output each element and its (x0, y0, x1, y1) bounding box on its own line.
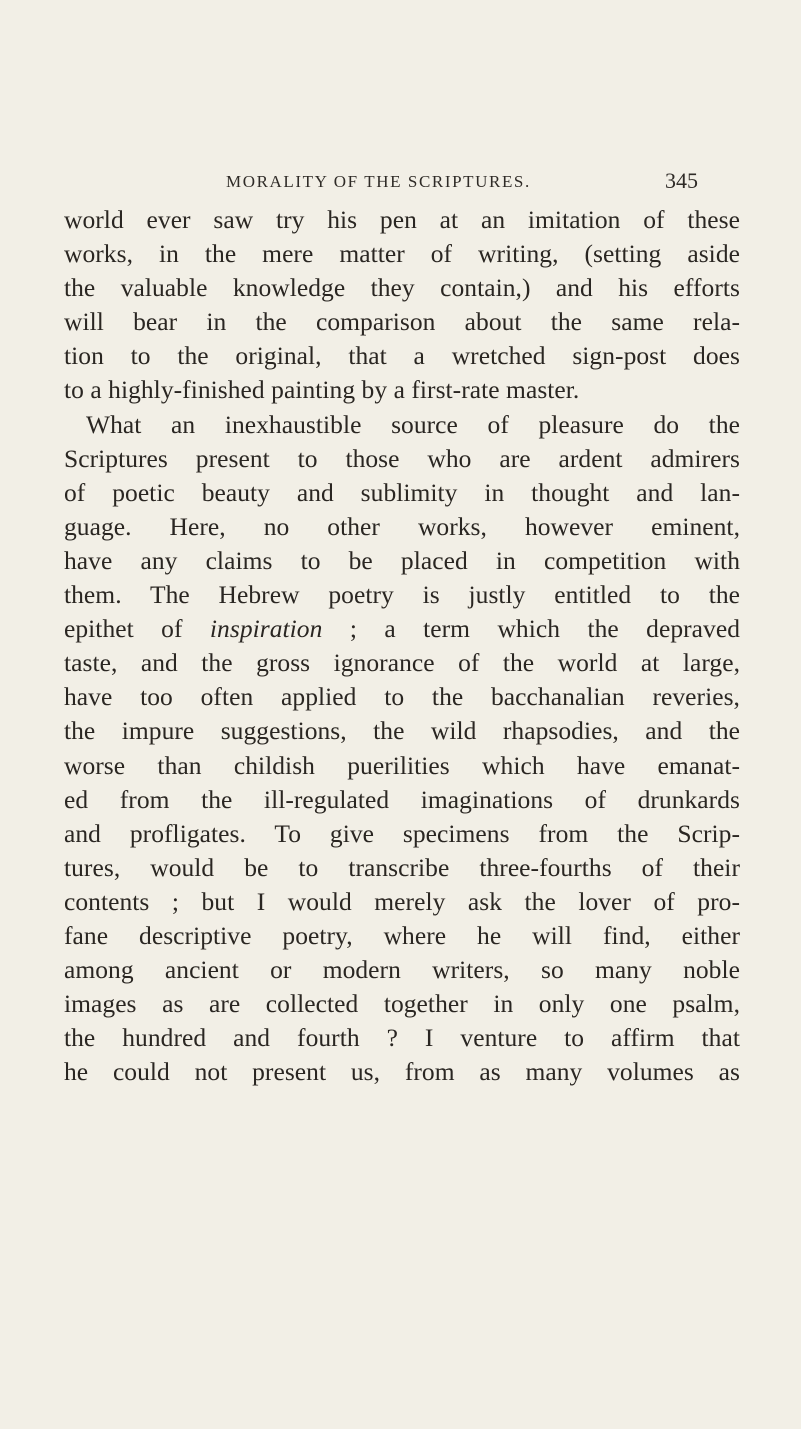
text-segment: epithet of (64, 614, 210, 644)
text-line: to a highly-finished painting by a first-rate master. (64, 375, 580, 405)
text-line: among ancient or modern writers, so many noble (64, 955, 740, 985)
running-head: MORALITY OF THE SCRIPTURES. (226, 172, 531, 191)
text-line: images as are collected together in only one psalm, (64, 989, 740, 1019)
body-text (64, 203, 740, 1089)
text-line: worse than childish puerilities which have emanat- (64, 750, 740, 780)
text-segment: ; a term which the depraved (322, 614, 740, 644)
text-line: ed from the ill-regulated imaginations of drunkards (64, 784, 740, 814)
text-line: of poetic beauty and sublimity in thought and lan- (64, 477, 740, 507)
text-line: world ever saw try his pen at an imitation of these (64, 205, 740, 234)
text-line: works, in the mere matter of writing, (setting aside (64, 239, 740, 269)
page-number: 345 (665, 168, 698, 193)
text-line: the valuable knowledge they contain,) and his efforts (64, 273, 740, 303)
text-line: and profligates. To give specimens from the Scrip- (64, 818, 740, 848)
text-line: the hundred and fourth ? I venture to affirm that (64, 1023, 740, 1053)
text-line: contents ; but I would merely ask the lover of pro- (64, 886, 740, 916)
text-line: them. The Hebrew poetry is justly entitled to the (64, 580, 740, 610)
text-line: What an inexhaustible source of pleasure do the (86, 409, 740, 439)
text-line: he could not present us, from as many volumes as (64, 1057, 740, 1087)
text-line: have any claims to be placed in competition with (64, 545, 740, 575)
text-line: guage. Here, no other works, however eminent, (64, 511, 740, 541)
text-line: taste, and the gross ignorance of the world at large, (64, 648, 740, 678)
text-line (64, 612, 740, 646)
text-line: tion to the original, that a wretched sign-post does (64, 341, 740, 371)
text-line: have too often applied to the bacchanalian reveries, (64, 682, 740, 712)
text-line: the impure suggestions, the wild rhapsodies, and the (64, 716, 740, 746)
text-line: will bear in the comparison about the same rela- (64, 307, 740, 337)
text-line: fane descriptive poetry, where he will find, either (64, 920, 740, 950)
text-line: tures, would be to transcribe three-fourths of their (64, 852, 740, 882)
italic-word: inspiration (209, 614, 323, 644)
text-line: Scriptures present to those who are ardent admirers (64, 443, 740, 473)
